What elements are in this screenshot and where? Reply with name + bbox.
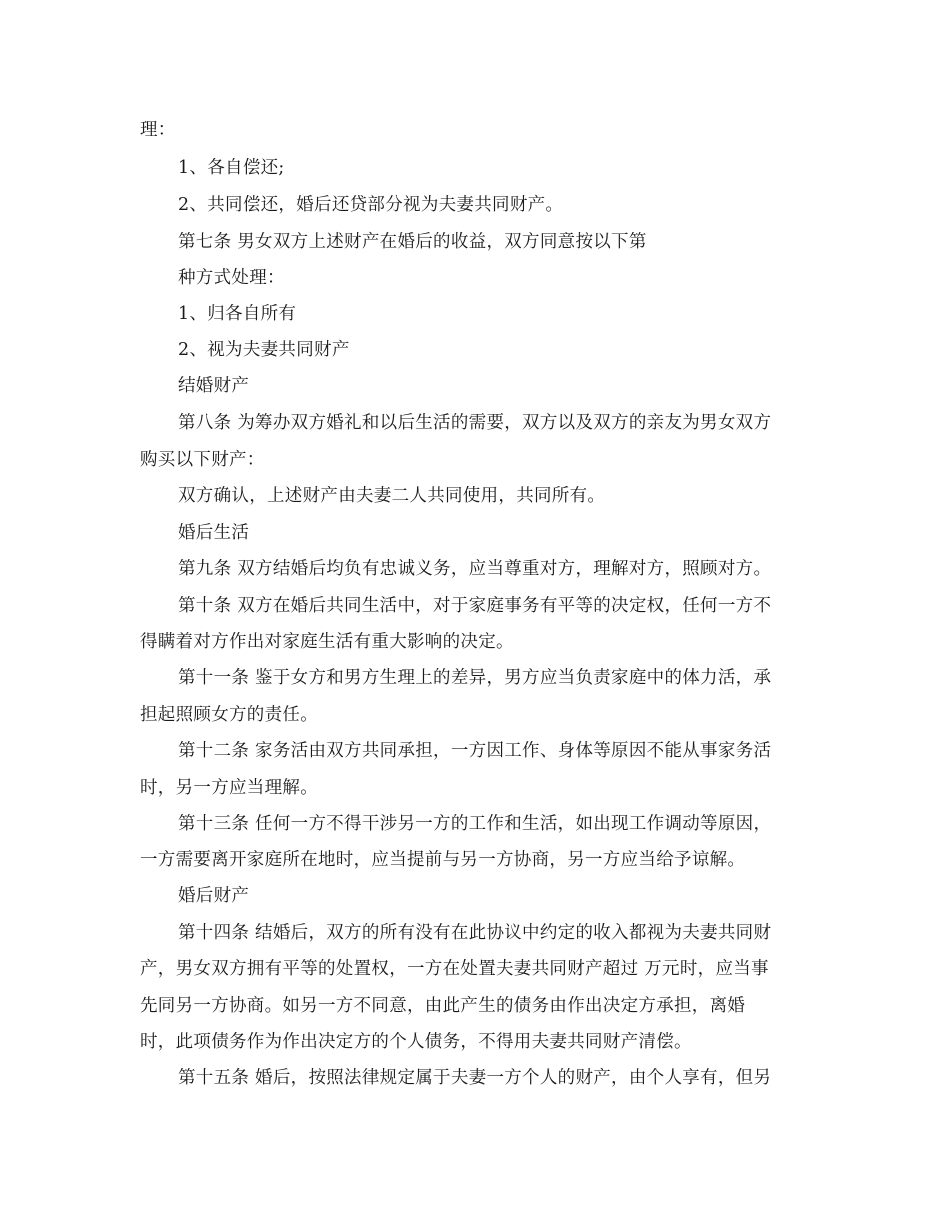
article-8-line-1: 第八条 为筹办双方婚礼和以后生活的需要，双方以及双方的亲友为男女双方 xyxy=(178,413,772,433)
article-14-line-3: 先同另一方协商。如另一方不同意，由此产生的债务由作出决定方承担，离婚 xyxy=(140,996,746,1016)
article-8-line-2: 购买以下财产： xyxy=(140,450,265,470)
article-7-line-2: 种方式处理： xyxy=(178,268,285,288)
article-13-line-1: 第十三条 任何一方不得干涉另一方的工作和生活，如出现工作调动等原因， xyxy=(178,814,772,834)
section-heading-post-marriage-property: 婚后财产 xyxy=(178,886,250,906)
article-12-line-1: 第十二条 家务活由双方共同承担，一方因工作、身体等原因不能从事家务活 xyxy=(178,741,772,761)
article-14-line-4: 时，此项债务作为作出决定方的个人债务，不得用夫妻共同财产清偿。 xyxy=(140,1032,692,1052)
article-14-line-1: 第十四条 结婚后，双方的所有没有在此协议中约定的收入都视为夫妻共同财 xyxy=(178,923,772,943)
text-line-2: 1、各自偿还; xyxy=(178,158,285,178)
text-line-6: 1、归各自所有 xyxy=(178,304,297,324)
text-line-1: 理： xyxy=(140,120,176,140)
article-9-line-1: 第九条 双方结婚后均负有忠诚义务，应当尊重对方，理解对方，照顾对方。 xyxy=(178,559,772,579)
section-heading-marriage-property: 结婚财产 xyxy=(178,376,250,396)
article-10-line-1: 第十条 双方在婚后共同生活中，对于家庭事务有平等的决定权，任何一方不 xyxy=(178,596,772,616)
section-heading-married-life: 婚后生活 xyxy=(178,523,250,543)
article-13-line-2: 一方需要离开家庭所在地时，应当提前与另一方协商，另一方应当给予谅解。 xyxy=(140,850,746,870)
article-11-line-1: 第十一条 鉴于女方和男方生理上的差异，男方应当负责家庭中的体力活，承 xyxy=(178,668,772,688)
article-10-line-2: 得瞒着对方作出对家庭生活有重大影响的决定。 xyxy=(140,632,514,652)
article-14-line-2: 产，男女双方拥有平等的处置权，一方在处置夫妻共同财产超过 万元时，应当事 xyxy=(140,959,769,979)
article-7-line-1: 第七条 男女双方上述财产在婚后的收益，双方同意按以下第 xyxy=(178,232,647,252)
text-line-3: 2、共同偿还，婚后还贷部分视为夫妻共同财产。 xyxy=(178,195,564,215)
article-12-line-2: 时，另一方应当理解。 xyxy=(140,778,318,798)
article-11-line-2: 担起照顾女方的责任。 xyxy=(140,705,318,725)
article-15-line-1: 第十五条 婚后，按照法律规定属于夫妻一方个人的财产，由个人享有，但另 xyxy=(178,1068,772,1088)
text-line-11: 双方确认，上述财产由夫妻二人共同使用，共同所有。 xyxy=(178,486,606,506)
text-line-7: 2、视为夫妻共同财产 xyxy=(178,340,350,360)
